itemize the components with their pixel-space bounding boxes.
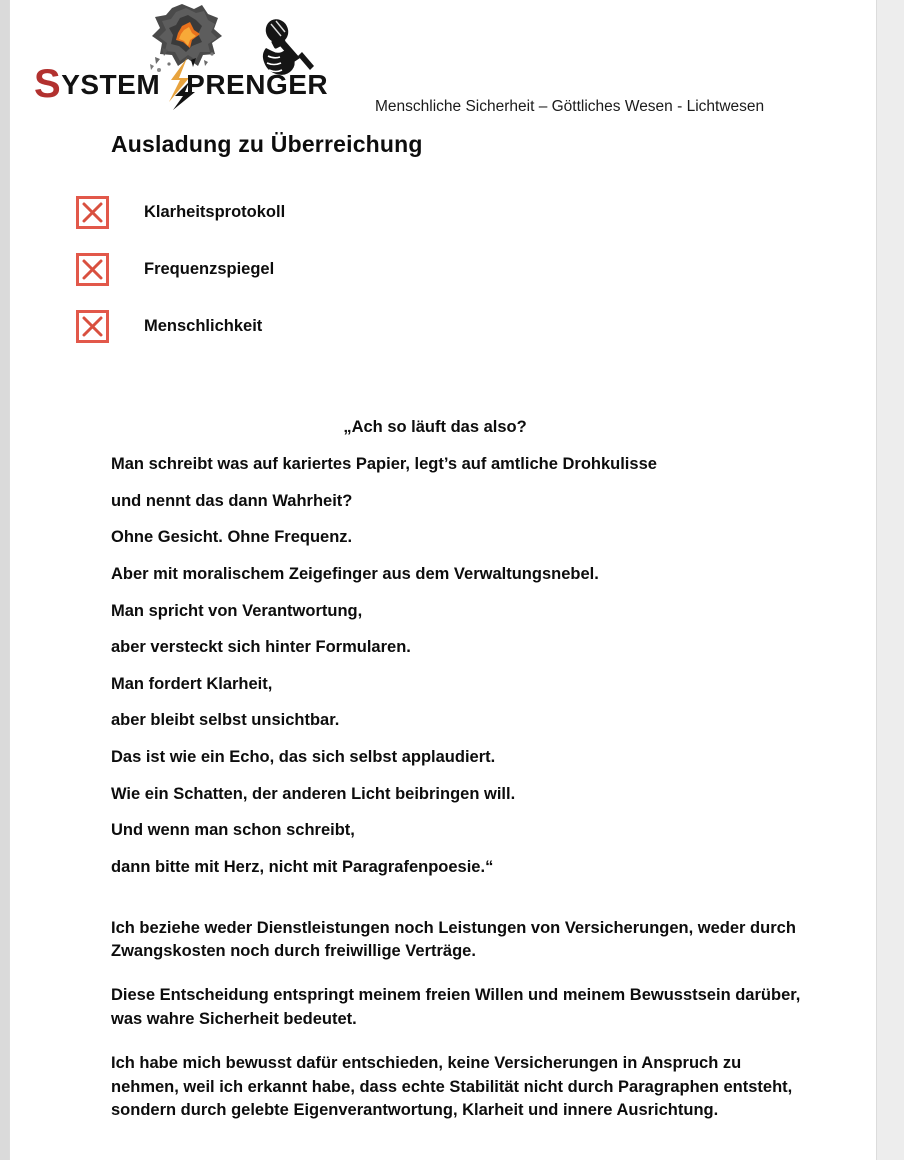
checklist-item[interactable] xyxy=(76,253,676,286)
poem-line: aber versteckt sich hinter Formularen. xyxy=(111,638,411,657)
logo-wordmark-ystem: YSTEM xyxy=(61,69,161,100)
statement-paragraph: Ich habe mich bewusst dafür entschieden, keine Versicherungen in Anspruch zu nehmen, weil ich erkannt habe, dass echte Stabilität nicht durch Paragraphen entsteht, sondern durch gelebte Eigenverantwortung, Klarheit und innere Ausrichtung. xyxy=(111,1054,793,1120)
poem-block xyxy=(111,418,811,895)
poem-line: Wie ein Schatten, der anderen Licht beibringen will. xyxy=(111,784,516,803)
logo-wordmark-s: S xyxy=(34,62,62,106)
checklist-item[interactable] xyxy=(76,196,676,229)
poem-opening-line: „Ach so läuft das also? xyxy=(343,418,527,436)
poem-line: Aber mit moralischem Zeigefinger aus dem Verwaltungsnebel. xyxy=(111,564,599,583)
poem-line: und nennt das dann Wahrheit? xyxy=(111,491,353,510)
poem-line: dann bitte mit Herz, nicht mit Paragrafenpoesie.“ xyxy=(111,858,494,877)
checkbox-x-icon[interactable] xyxy=(76,196,109,229)
logo-wordmark-prenger: PRENGER xyxy=(186,69,329,100)
poem-line: Man schreibt was auf kariertes Papier, legt’s auf amtliche Drohkulisse xyxy=(111,455,657,473)
page-title: Ausladung zu Überreichung xyxy=(111,131,423,157)
poem-line: Man fordert Klarheit, xyxy=(111,674,273,693)
system-sprenger-logo xyxy=(22,0,329,112)
statements-block xyxy=(111,900,811,1122)
poem-line: Und wenn man schon schreibt, xyxy=(111,821,355,840)
document-sheet xyxy=(10,0,876,1160)
logo-wordmark xyxy=(34,62,328,107)
checklist-item-label: Menschlichkeit xyxy=(144,317,263,335)
document-header xyxy=(10,0,876,125)
statement-paragraph: Diese Entscheidung entspringt meinem freien Willen und meinem Bewusstsein darüber, was wahre Sicherheit bedeutet. xyxy=(111,986,801,1028)
poem-line: Ohne Gesicht. Ohne Frequenz. xyxy=(111,528,353,547)
checklist-item-label: Klarheitsprotokoll xyxy=(144,203,286,221)
checklist-item-label: Frequenzspiegel xyxy=(144,260,275,278)
header-tagline: Menschliche Sicherheit – Göttliches Wesen - Lichtwesen xyxy=(375,98,765,115)
poem-line: Man spricht von Verantwortung, xyxy=(111,601,363,620)
page-right-margin xyxy=(876,0,904,1160)
checklist xyxy=(76,196,676,367)
poem-line: aber bleibt selbst unsichtbar. xyxy=(111,711,340,730)
checklist-item[interactable] xyxy=(76,310,676,343)
checkbox-x-icon[interactable] xyxy=(76,310,109,343)
checkbox-x-icon[interactable] xyxy=(76,253,109,286)
statement-paragraph: Ich beziehe weder Dienstleistungen noch Leistungen von Versicherungen, weder durch Zwangskosten noch durch freiwillige Verträge. xyxy=(111,918,796,960)
poem-line: Das ist wie ein Echo, das sich selbst applaudiert. xyxy=(111,748,496,767)
page-left-margin xyxy=(0,0,10,1160)
